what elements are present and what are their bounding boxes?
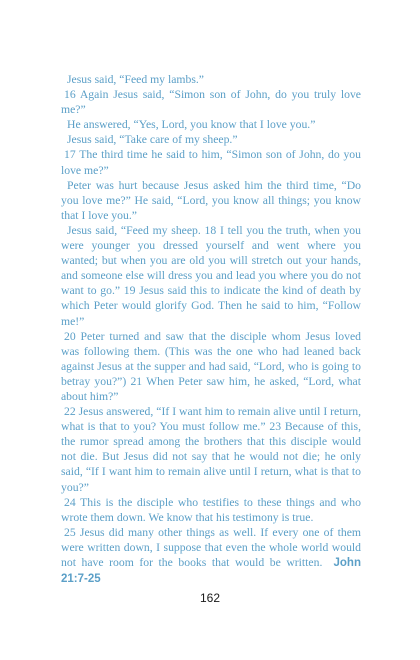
paragraph-text: 25 Jesus did many other things as well. If every one of them were written down, I suppose that even the whole world would not have room for the books that would be written. — [61, 525, 361, 569]
paragraph: Peter was hurt because Jesus asked him the third time, “Do you love me?” He said, “Lord, you know all things; you know that I love you.” — [61, 178, 361, 222]
scripture-text — [61, 72, 361, 587]
paragraph: Jesus said, “Take care of my sheep.” — [67, 133, 238, 147]
paragraph: He answered, “Yes, Lord, you know that I love you.” — [67, 118, 316, 132]
paragraph: 24 This is the disciple who testifies to these things and who wrote them down. We know that his testimony is true. — [61, 495, 361, 524]
page-number: 162 — [199, 591, 221, 605]
paragraph: 17 The third time he said to him, “Simon son of John, do you love me?” — [61, 148, 361, 177]
paragraph: 16 Again Jesus said, “Simon son of John, do you truly love me?” — [61, 88, 361, 117]
paragraph: Jesus said, “Feed my lambs.” — [67, 73, 204, 86]
paragraph: 20 Peter turned and saw that the disciple whom Jesus loved was following them. (This was the one who had leaned back against Jesus at the supper and had said, “Lord, who is going to betray you?”) 21 When Peter saw him, he asked, “Lord, what about him?” — [61, 329, 361, 403]
scripture-reference: John 21:7-25 — [61, 557, 361, 586]
final-paragraph — [61, 525, 361, 587]
paragraph: Jesus said, “Feed my sheep. 18 I tell you the truth, when you were younger you dressed yourself and went where you wanted; but when you are old you will stretch out your hands, and someone else will dress you and lead you where you do not want to go.” 19 Jesus said this to indicate the kind of death by which Peter would glorify God. Then he said to him, “Follow me!” — [61, 223, 361, 328]
paragraph: 22 Jesus answered, “If I want him to remain alive until I return, what is that to you? You must follow me.” 23 Because of this, the rumor spread among the brothers that this disciple would not die. But Jesus did not say that he would not die; he only said, “If I want him to remain alive until I return, what is that to you?” — [61, 405, 361, 494]
